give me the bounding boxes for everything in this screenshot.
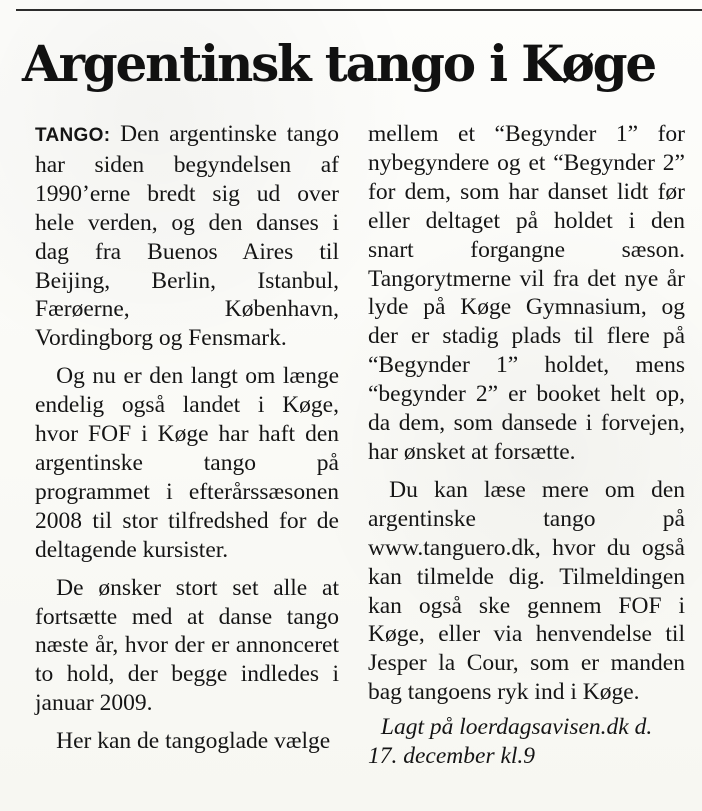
top-rule xyxy=(16,9,702,11)
credit-date: d. 17. december kl.9 xyxy=(368,714,653,770)
paragraph-4: Her kan de tangoglade vælge xyxy=(56,728,331,755)
credit-source: Lagt på loerdagsavisen.dk xyxy=(380,714,629,741)
article-column-right xyxy=(368,120,685,771)
source-credit xyxy=(368,713,685,771)
lead-label: TANGO: xyxy=(35,125,111,146)
headline: Argentinsk tango i Køge xyxy=(22,34,655,93)
paragraph-2: Og nu er den langt om længe endelig også landet i Køge, hvor FOF i Køge har haft den argentinske tango på programmet i efterårssæsonen 2008 til stor tilfredshed for de deltagende kursister. xyxy=(35,363,339,563)
article-column-left xyxy=(35,120,339,756)
paragraph-5: Du kan læse mere om den argentinske tango på www.tanguero.dk, hvor du også kan tilmelde dig. Tilmeldingen kan også ske gennem FOF i Køge, eller via henvendelse til Jesper la Cour, som er manden bag tangoens ryk ind i Køge. xyxy=(368,476,685,706)
paragraph-3: De ønsker stort set alle at fortsætte med at danse tango næste år, hvor der er annonceret to hold, der begge indledes i januar 2009. xyxy=(35,574,339,717)
paragraph-1-text: Den argentinske tango har siden begyndelsen af 1990’erne bredt sig ud over hele verden, og den danses i dag fra Buenos Aires til Beijing, Berlin, Istanbul, Færøerne, København, Vordingborg og Fensmark. xyxy=(35,121,339,352)
paragraph-1 xyxy=(35,120,339,353)
paragraph-4-continued: mellem et “Begynder 1” for nybegyndere og et “Begynder 2” for dem, som har danset lidt før eller deltaget på holdet i den snart forgangne sæson. Tangorytmerne vil fra det nye år lyde på Køge Gymnasium, og der er stadig plads til flere på “Begynder 1” holdet, mens “begynder 2” er booket helt op, da dem, som dansede i forvejen, har ønsket at forsætte. xyxy=(368,121,685,465)
